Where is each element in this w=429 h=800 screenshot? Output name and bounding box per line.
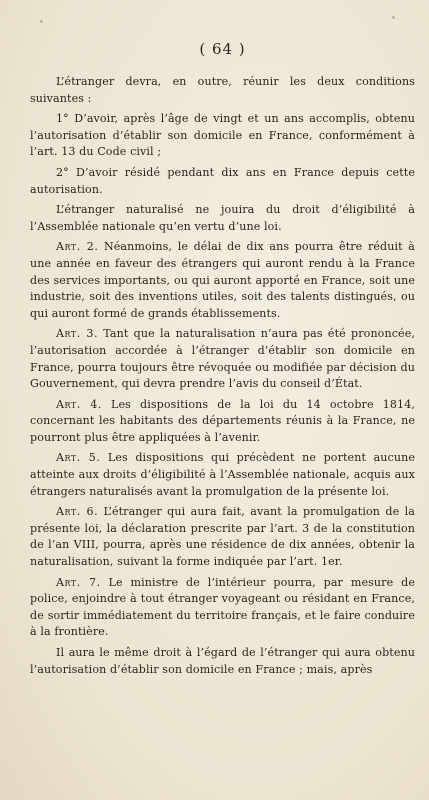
article-label: Art. 2.	[56, 240, 99, 254]
paragraph-condition-1: 1° D’avoir, après l’âge de vingt et un ans accomplis, obtenu l’autorisation d’établir son domicile en France, conformément à l’art. 13 du Code civil ;	[30, 112, 415, 159]
article-text: Néanmoins, le délai de dix ans pourra être réduit à une année en faveur des étrangers qui auront rendu à la France des services importants, ou qui auront apporté en France, soit une industrie, soit des inventions utiles, soit des talents distingués, ou qui auront formé de grands établissements.	[30, 240, 415, 320]
article-text: Les dispositions de la loi du 14 octobre 1814, concernant les habitants des départements réunis à la France, ne pourront plus être appliquées à l’avenir.	[30, 397, 415, 444]
article-label: Art. 3.	[56, 327, 98, 341]
article-text: Les dispositions qui précèdent ne portent aucune atteinte aux droits d’éligibilité à l’Assemblée nationale, acquis aux étrangers naturalisés avant la promulgation de la présente loi.	[30, 451, 415, 498]
ink-spot	[392, 16, 395, 19]
paragraph-eligibility: L’étranger naturalisé ne jouira du droit d’éligibilité à l’Assemblée nationale qu’en vertu d’une loi.	[30, 203, 415, 233]
article-text: Le ministre de l’intérieur pourra, par mesure de police, enjoindre à tout étranger voyageant ou résidant en France, de sortir immédiatement du territoire français, et le faire conduire à la frontière.	[30, 575, 415, 639]
article-text: L’étranger qui aura fait, avant la promulgation de la présente loi, la déclaration prescrite par l’art. 3 de la constitution de l’an VIII, pourra, après une résidence de dix années, obtenir la naturalisation, suivant la forme indiquée par l’art. 1er.	[30, 505, 415, 569]
ink-spot	[40, 20, 43, 23]
article-4	[30, 397, 415, 447]
article-2	[30, 239, 415, 322]
article-6	[30, 504, 415, 570]
article-5	[30, 450, 415, 500]
article-3	[30, 326, 415, 392]
article-text: Tant que la naturalisation n’aura pas été prononcée, l’autorisation accordée à l’étranger d’établir son domicile en France, pourra toujours être révoquée ou modifiée par décision du Gouvernement, qui devra prendre l’avis du conseil d’État.	[30, 327, 415, 391]
paragraph-condition-2: 2° D’avoir résidé pendant dix ans en France depuis cette autorisation.	[30, 165, 415, 196]
article-label: Art. 5.	[56, 451, 101, 465]
article-7	[30, 575, 415, 641]
paragraph-conditions: L’étranger devra, en outre, réunir les deux conditions suivantes :	[30, 75, 415, 105]
article-label: Art. 6.	[56, 505, 99, 519]
page-number: ( 64 )	[199, 40, 246, 58]
article-label: Art. 7.	[56, 575, 101, 589]
paragraph-continuation: Il aura le même droit à l’égard de l’étranger qui aura obtenu l’autorisation d’établir son domicile en France ; mais, après	[30, 646, 415, 676]
article-label: Art. 4.	[56, 397, 102, 411]
